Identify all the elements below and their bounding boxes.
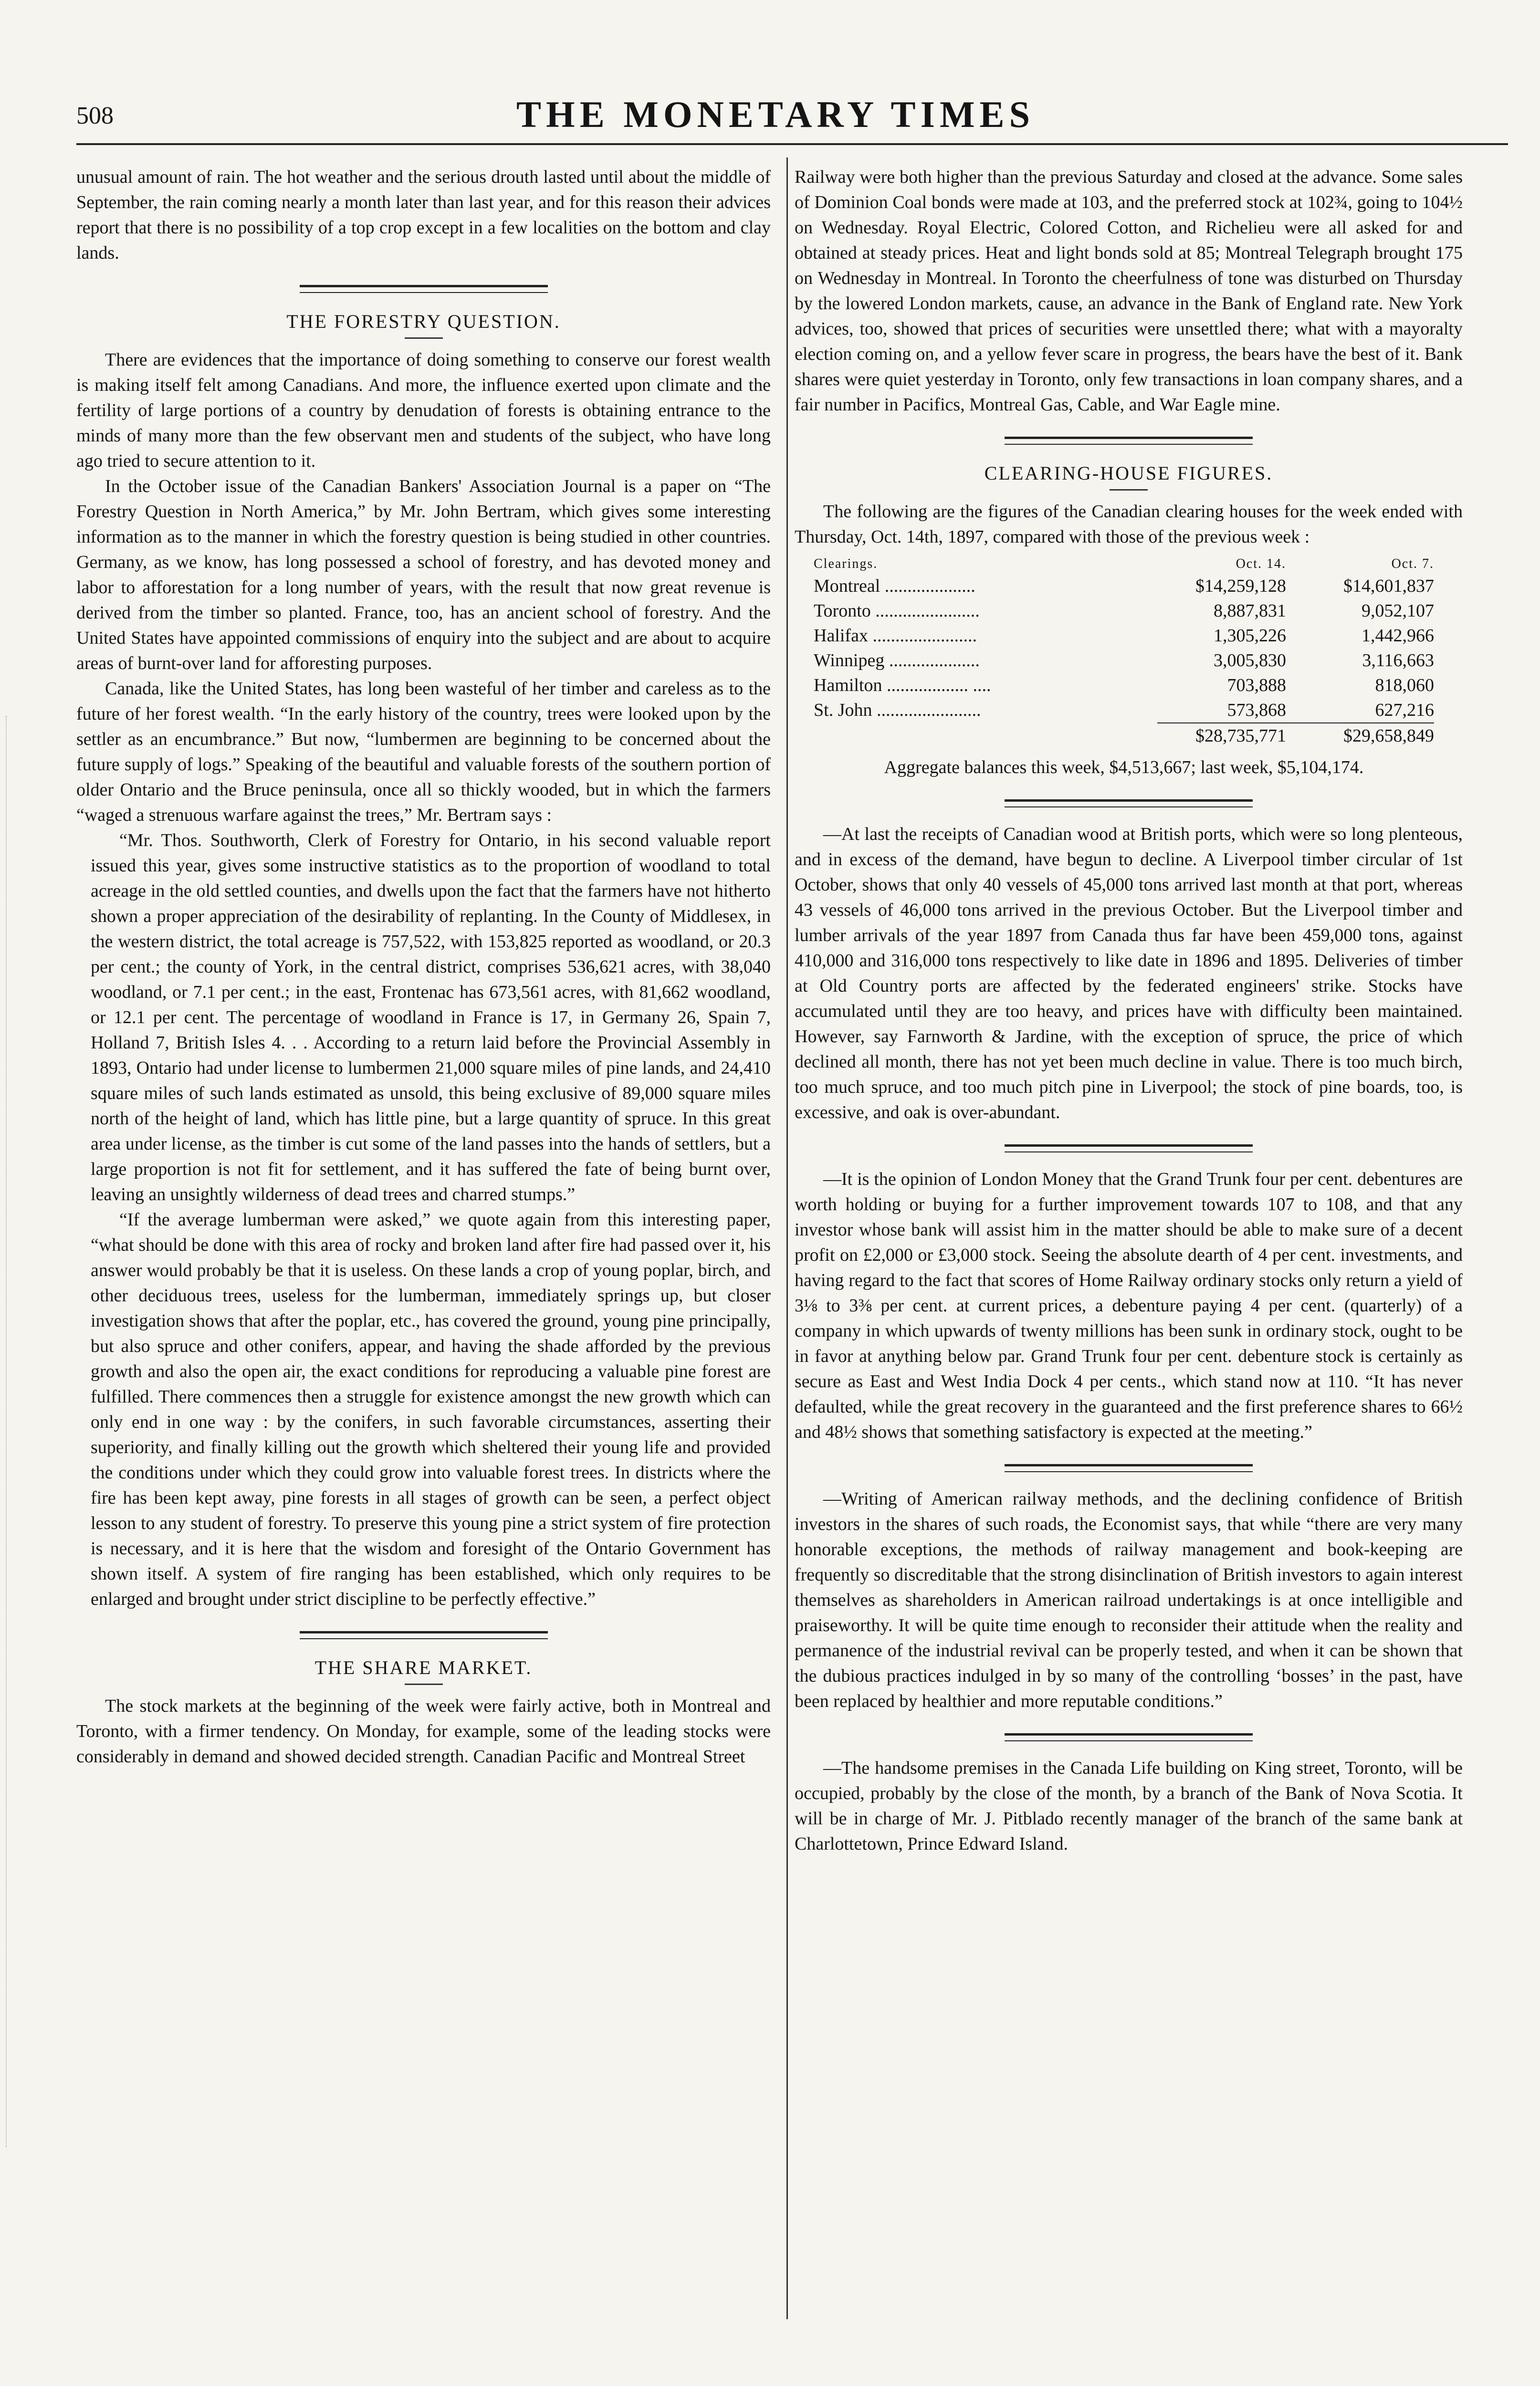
section-divider	[1005, 437, 1253, 445]
oct14-cell: 573,868	[1227, 700, 1286, 720]
intro-paragraph: unusual amount of rain. The hot weather and the serious drouth lasted until about the middle of September, the rain coming nearly a month later than last year, and for this reason their advices report that there is no possibility of a top crop except in a few localities on the bottom and clay lands.	[76, 167, 771, 263]
total-label-cell	[814, 723, 1157, 748]
forestry-quote-2: “If the average lumberman were asked,” we quote again from this interesting paper, “what should be done with this area of rocky and broken land after fire had passed over it, his answer would probably be that it is useless. On these lands a crop of young poplar, birch, and other deciduous trees, useless for the lumberman, immediately springs up, but closer investigation shows that after the poplar, etc., has covered the ground, young pine principally, but also spruce and other conifers, appear, and having the shade afforded by the previous growth and also the open air, the exact conditions for reproducing a valuable pine forest are fulfilled. There commences then a struggle for existence amongst the new growth which can only end in one way : by the conifers, in such favorable circumstances, asserting their superiority, and finally killing out the growth which sheltered their young life and provided the conditions under which they could grow into valuable forest trees. In districts where the fire has been kept away, pine forests in all stages of growth can be seen, a perfect object lesson to any student of forestry. To preserve this young pine a strict system of fire protection is necessary, and it is here that the wisdom and foresight of the Ontario Government has shown itself. A system of fire ranging has been established, which only requires to be enlarged and brought under strict discipline to be perfectly effective.”	[91, 1210, 771, 1609]
table-row	[814, 648, 1434, 673]
american-railway-paragraph: —Writing of American railway methods, and the declining confidence of British investors in the shares of such roads, the Economist says, that while “there are very many honorable exceptions, the methods of railway management and book-keeping are frequently so discreditable that the strong disinclination of British investors to again interest themselves as shareholders in American railroad undertakings is at once intelligible and praiseworthy. It will be quite time enough to reconsider their attitude when the reality and permanence of the industrial revival can be properly tested, and when it can be shown that the dubious practices indulged in by so many of the controlling ‘bosses’ in the past, have been replaced by healthier and more reputable conditions.”	[795, 1489, 1463, 1711]
heading-rule	[405, 1684, 443, 1685]
oct14-cell: 703,888	[1227, 675, 1286, 695]
forestry-paragraph-1: There are evidences that the importance of doing something to conserve our forest wealth is making itself felt among Canadians. And more, the influence exerted upon climate and the fertility of large portions of a country by denudation of forests is obtaining entrance to the minds of many more than the few observant men and students of the subject, who have long ago tried to secure attention to it.	[76, 350, 771, 471]
city-cell: St. John .......................	[814, 700, 981, 720]
table-total-row	[814, 723, 1434, 748]
city-cell: Montreal ....................	[814, 576, 975, 596]
column-divider	[786, 157, 788, 2319]
table-col-oct14-header: Oct. 14.	[1236, 556, 1286, 571]
page-header	[76, 93, 1475, 141]
oct7-cell: 627,216	[1375, 700, 1434, 720]
clearing-house-heading: CLEARING-HOUSE FIGURES.	[984, 462, 1273, 484]
oct7-cell: 818,060	[1375, 675, 1434, 695]
bank-premises-paragraph: —The handsome premises in the Canada Life building on King street, Toronto, will be occupied, probably by the close of the month, by a branch of the Bank of Nova Scotia. It will be in charge of Mr. J. Pitblado recently manager of the branch of the same bank at Charlottetown, Prince Edward Island.	[795, 1758, 1463, 1854]
right-column	[795, 165, 1463, 1857]
forestry-paragraph-2: In the October issue of the Canadian Bankers' Association Journal is a paper on “The Forestry Question in North America,” by Mr. John Bertram, which gives some interesting information as to the manner in which the forestry question is being studied in other countries. Germany, as we know, has long possessed a school of forestry, and has devoted money and labor to afforestation for a long number of years, with the result that now great revenue is derived from the timber so planted. France, too, has an ancient school of forestry. And the United States have appointed commissions of enquiry into the subject and are about to acquire areas of burnt-over land for afforesting purposes.	[76, 476, 771, 673]
share-market-heading: THE SHARE MARKET.	[314, 1657, 533, 1678]
grand-trunk-paragraph: —It is the opinion of London Money that the Grand Trunk four per cent. debentures are worth holding or buying for a further improvement towards 107 to 108, and that any investor whose bank will assist him in the matter should be able to make sure of a decent profit on £2,000 or £3,000 stock. Seeing the absolute dearth of 4 per cent. investments, and having regard to the fact that scores of Home Railway ordinary stocks only return a yield of 3⅛ to 3⅜ per cent. at current prices, a debenture paying 4 per cent. (quarterly) of a company in which upwards of twenty millions has been sunk in ordinary stock, ought to be in favor at anything below par. Grand Trunk four per cent. debenture stock is certainly as secure as East and West India Dock 4 per cents., which stand now at 110. “It has never defaulted, while the great recovery in the guaranteed and the first preference shares to 66½ and 48½ shows that something satisfactory is expected at the meeting.”	[795, 1169, 1463, 1442]
scan-margin-artifact	[6, 716, 10, 2147]
forestry-heading: THE FORESTRY QUESTION.	[286, 311, 561, 332]
city-cell: Halifax .......................	[814, 626, 977, 646]
oct14-cell: 1,305,226	[1214, 626, 1286, 646]
table-row	[814, 574, 1434, 598]
table-col-oct7-header: Oct. 7.	[1391, 556, 1434, 571]
masthead-title: THE MONETARY TIMES	[516, 94, 1035, 135]
canadian-wood-paragraph: —At last the receipts of Canadian wood at British ports, which were so long plenteous, and in excess of the demand, have begun to decline. A Liverpool timber circular of 1st October, shows that only 40 vessels of 45,000 tons arrived last month at that port, whereas 43 vessels of 46,000 tons arrived in the previous October. But the Liverpool timber and lumber arrivals of the year 1897 from Canada thus far have been 459,000 tons, against 410,000 and 316,000 tons respectively to like date in 1896 and 1895. Deliveries of timber at Old Country ports are affected by the federated engineers' strike. Stocks have accumulated until they are too heavy, and prices have with difficulty been maintained. However, say Farnworth & Jardine, with the exception of spruce, the price of which declined all month, there has not yet been much decline in value. There is too much birch, too much spruce, and too much pitch pine in Liverpool; the stock of pine boards, too, is excessive, and oak is over-abundant.	[795, 824, 1463, 1122]
oct14-cell: 8,887,831	[1214, 601, 1286, 621]
section-divider	[300, 285, 548, 293]
header-rule	[76, 143, 1508, 145]
heading-rule	[1110, 489, 1148, 491]
oct7-cell: 9,052,107	[1362, 601, 1434, 621]
total-oct14-cell: $28,735,771	[1195, 726, 1286, 746]
section-divider	[1005, 1733, 1253, 1741]
oct7-cell: $14,601,837	[1343, 576, 1434, 596]
oct14-cell: 3,005,830	[1214, 650, 1286, 670]
share-market-paragraph: The stock markets at the beginning of the week were fairly active, both in Montreal and Toronto, with a firmer tendency. On Monday, for example, some of the leading stocks were considerably in demand and showed decided strength. Canadian Pacific and Montreal Street	[76, 1696, 771, 1767]
heading-rule	[405, 337, 443, 339]
total-oct7-cell: $29,658,849	[1343, 726, 1434, 746]
forestry-paragraph-3: Canada, like the United States, has long been wasteful of her timber and careless as to the future of her forest wealth. “In the early history of the country, trees were looked upon by the settler as an encumbrance.” But now, “lumbermen are beginning to be concerned about the future supply of logs.” Speaking of the beautiful and valuable forests of the southern portion of older Ontario and the Bruce peninsula, once all so thickly wooded, but in which the farmers “waged a strenuous warfare against the trees,” Mr. Bertram says :	[76, 679, 771, 825]
share-market-continued: Railway were both higher than the previous Saturday and closed at the advance. Some sales of Dominion Coal bonds were made at 103, and the preferred stock at 102¾, going to 104½ on Wednesday. Royal Electric, Colored Cotton, and Richelieu were all asked for and obtained at steady prices. Heat and light bonds sold at 85; Montreal Telegraph brought 175 on Wednesday in Montreal. In Toronto the cheerfulness of tone was disturbed on Thursday by the lowered London markets, cause, an advance in the Bank of England rate. New York advices, too, showed that prices of securities were unsettled there; what with a mayoralty election coming on, and a yellow fever scare in progress, the bears have the best of it. Bank shares were quiet yesterday in Toronto, only few transactions in loan company shares, and a fair number in Pacifics, Montreal Gas, Cable, and War Eagle mine.	[795, 167, 1463, 415]
city-cell: Toronto .......................	[814, 601, 980, 621]
left-column	[76, 165, 771, 1769]
table-header-row	[814, 555, 1434, 574]
oct7-cell: 1,442,966	[1362, 626, 1434, 646]
table-row	[814, 673, 1434, 698]
section-divider	[1005, 799, 1253, 807]
table-row	[814, 598, 1434, 623]
city-cell: Winnipeg ....................	[814, 650, 980, 670]
forestry-quote-1: “Mr. Thos. Southworth, Clerk of Forestry for Ontario, in his second valuable report issued this year, gives some instructive statistics as to the proportion of woodland to total acreage in the old settled counties, and dwells upon the fact that the farmers have not hitherto shown a proper appreciation of the desirability of replanting. In the County of Middlesex, in the western district, the total acreage is 757,522, with 153,825 reported as woodland, or 20.3 per cent.; the county of York, in the central district, comprises 536,621 acres, with 38,040 woodland, or 7.1 per cent.; in the east, Frontenac has 673,561 acres, with 81,662 woodland, or 12.1 per cent. The percentage of woodland in France is 17, in Germany 26, Spain 7, Holland 7, British Isles 4. . . According to a return laid before the Provincial Assembly in 1893, Ontario had under license to lumbermen 21,000 square miles of pine lands, and 24,410 square miles of such lands estimated as unsold, this being exclusive of 89,000 square miles north of the height of land, which has little pine, but a large quantity of spruce. In this great area under license, as the timber is cut some of the land passes into the hands of settlers, but a large proportion is not fit for settlement, and it has suffered the fate of being burnt over, leaving an unsightly wilderness of dead trees and charred stumps.”	[91, 830, 771, 1204]
clearing-house-intro: The following are the figures of the Canadian clearing houses for the week ended with Thursday, Oct. 14th, 1897, compared with those of the previous week :	[795, 502, 1463, 547]
oct14-cell: $14,259,128	[1195, 576, 1286, 596]
section-divider	[300, 1631, 548, 1639]
section-divider	[1005, 1144, 1253, 1152]
clearing-house-table	[814, 555, 1434, 780]
page-number: 508	[76, 102, 114, 129]
table-row	[814, 623, 1434, 648]
table-label-header: Clearings.	[814, 556, 878, 571]
oct7-cell: 3,116,663	[1362, 650, 1434, 670]
section-divider	[1005, 1464, 1253, 1472]
city-cell: Hamilton .................. ....	[814, 675, 991, 695]
table-body	[814, 574, 1434, 722]
table-row	[814, 698, 1434, 722]
aggregate-balances: Aggregate balances this week, $4,513,667; last week, $5,104,174.	[884, 757, 1364, 777]
